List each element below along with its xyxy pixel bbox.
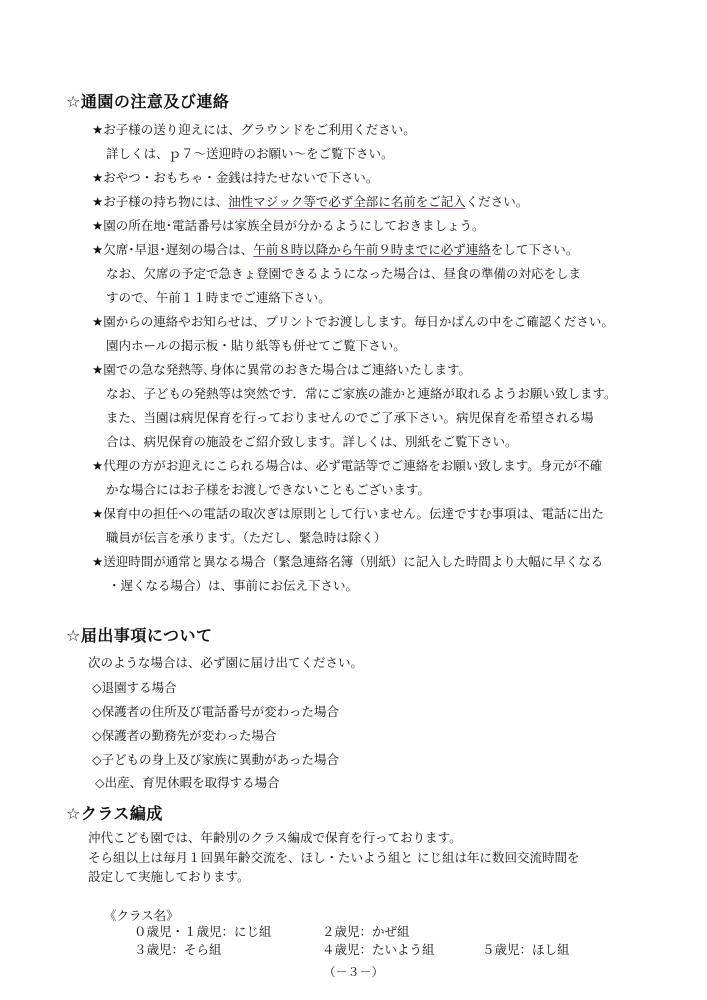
- list-item: ★代理の方がお迎えにこられる場合は、必ず電話等でご連絡をお願い致します。身元が不確: [92, 458, 603, 473]
- page-number: （－３－）: [323, 965, 384, 979]
- class-item: ３歳児：そら組: [134, 942, 222, 957]
- text-segment: をして下さい。: [490, 242, 579, 257]
- section-intro: 次のような場合は、必ず園に届け出てください。: [88, 655, 364, 670]
- list-item: 職員が伝言を承ります。（ただし、緊急時は除く）: [106, 530, 387, 545]
- list-item: 詳しくは、ｐ７～送迎時のお願い～をご覧下さい。: [106, 146, 394, 161]
- paragraph-line: 設定して実施しております。: [88, 869, 250, 884]
- list-item: ・遅くなる場合）は、事前にお伝え下さい。: [108, 578, 359, 593]
- list-item: ◇保護者の勤務先が変わった場合: [92, 728, 277, 743]
- list-item: ★送迎時間が通常と異なる場合（緊急連絡名簿（別紙）に記入した時間より大幅に早くなる: [92, 554, 604, 569]
- paragraph-line: そら組以上は毎月１回異年齢交流を、ほし・たいよう組と にじ組は年に数回交流時間を: [88, 850, 580, 865]
- class-item: ０歳児・１歳児：にじ組: [134, 924, 272, 939]
- list-item: ★保育中の担任への電話の取次ぎは原則として行いません。伝達ですむ事項は、電話に出た: [92, 506, 604, 521]
- list-item: ◇退園する場合: [92, 680, 177, 695]
- text-segment: ください。: [465, 194, 529, 209]
- list-item: ★園の所在地･電話番号は家族全員が分かるようにしておきましょう。: [92, 218, 485, 233]
- underlined-text: 油性マジック等で必ず全部に名前をご記入: [228, 194, 466, 209]
- list-item: ★園での急な発熱等､身体に異常のおきた場合はご連絡いたします。: [92, 362, 471, 377]
- list-item: ★おやつ・おもちゃ・金銭は持たせないで下さい。: [92, 170, 379, 185]
- list-item: ◇子どもの身上及び家族に異動があった場合: [92, 752, 339, 767]
- list-item: かな場合にはお子様をお渡しできないこともございます。: [106, 482, 431, 497]
- underlined-text: 午前８時以降から午前９時までに必ず連絡: [253, 242, 491, 257]
- list-item: ◇保護者の住所及び電話番号が変わった場合: [92, 704, 339, 719]
- list-item: ◇出産、育児休暇を取得する場合: [95, 775, 280, 790]
- class-item: ５歳児：ほし組: [482, 942, 570, 957]
- class-list-title: 《クラス名》: [104, 908, 179, 923]
- list-item: 園内ホールの掲示板・貼り紙等も併せてご覧下さい。: [106, 338, 406, 353]
- list-item: なお、子どもの発熱等は突然です．常にご家族の誰かと連絡が取れるようお願い致します。: [106, 386, 617, 401]
- section-title-notifications: ☆届出事項について: [66, 626, 213, 645]
- class-item: ４歳児：たいよう組: [322, 942, 435, 957]
- section-title-classes: ☆クラス編成: [66, 804, 163, 823]
- list-item: なお、欠席の予定で急きょ登園できるようになった場合は、昼食の準備の対応をしま: [106, 266, 582, 281]
- section-title-notes: ☆通園の注意及び連絡: [66, 92, 230, 111]
- list-item: ★お子様の送り迎えには、グラウンドをご利用ください。: [92, 122, 416, 137]
- list-item: 合は、病児保育の施設をご紹介致します。詳しくは、別紙をご覧下さい。: [106, 434, 518, 449]
- paragraph-line: 沖代こども園では、年齢別のクラス編成で保育を行っております。: [88, 830, 462, 845]
- list-item-absence: [92, 244, 578, 257]
- list-item: すので、午前１１時までご連絡下さい。: [106, 290, 331, 305]
- class-item: ２歳児：かぜ組: [322, 924, 410, 939]
- text-segment: ★欠席･早退･遅刻の場合は、: [92, 242, 254, 257]
- list-item: また、当園は病児保育を行っておりませんのでご了承下さい。病児保育を希望される場: [106, 410, 594, 425]
- list-item-belongings: [92, 196, 528, 209]
- list-item: ★園からの連絡やお知らせは、プリントでお渡しします。毎日かばんの中をご確認ください。: [92, 314, 614, 329]
- text-segment: ★お子様の持ち物には、: [92, 194, 229, 209]
